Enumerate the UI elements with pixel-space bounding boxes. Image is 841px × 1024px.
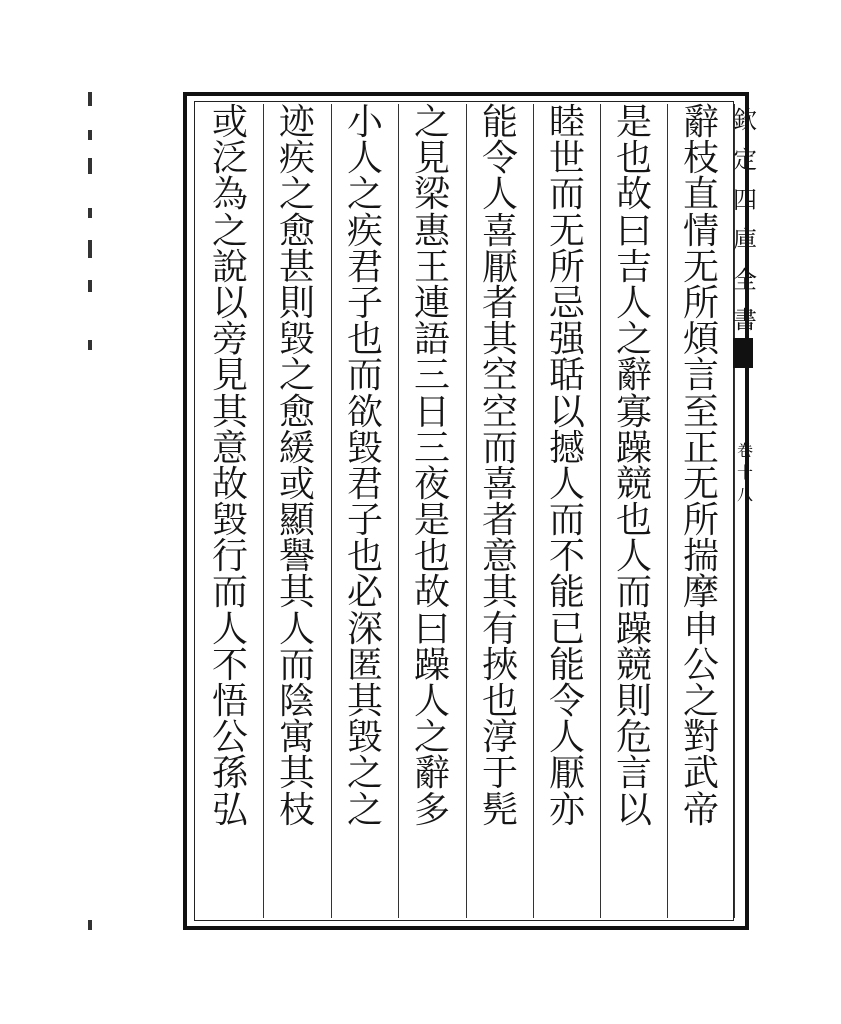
character: 必 bbox=[346, 572, 383, 614]
character: 故 bbox=[211, 463, 248, 505]
character: 其 bbox=[211, 391, 248, 433]
character: 毀 bbox=[211, 500, 248, 542]
character: 之 bbox=[413, 717, 450, 759]
character: 喜 bbox=[481, 210, 518, 252]
character: 泛 bbox=[211, 138, 248, 180]
character: 弘 bbox=[211, 789, 248, 831]
text-column-8 bbox=[197, 102, 263, 918]
character: 撼 bbox=[548, 427, 585, 469]
character: 或 bbox=[278, 463, 315, 505]
character: 无 bbox=[548, 210, 585, 252]
character: 以 bbox=[615, 789, 652, 831]
volume-label bbox=[736, 440, 754, 506]
character: 公 bbox=[682, 644, 719, 686]
character: 其 bbox=[278, 753, 315, 795]
character: 人 bbox=[548, 463, 585, 505]
character: 曰 bbox=[615, 210, 652, 252]
character: 之 bbox=[211, 210, 248, 252]
character: 夜 bbox=[413, 463, 450, 505]
character: 三 bbox=[413, 355, 450, 397]
character: 毀 bbox=[346, 717, 383, 759]
character: 直 bbox=[682, 174, 719, 216]
character: 厭 bbox=[481, 246, 518, 288]
margin-character: 卷 bbox=[736, 441, 753, 460]
margin-character: 八 bbox=[736, 485, 753, 504]
character: 无 bbox=[682, 246, 719, 288]
character: 至 bbox=[682, 391, 719, 433]
character: 枝 bbox=[682, 138, 719, 180]
character: 見 bbox=[413, 138, 450, 180]
character: 人 bbox=[346, 138, 383, 180]
character: 惠 bbox=[413, 210, 450, 252]
character: 而 bbox=[346, 355, 383, 397]
character: 毀 bbox=[346, 427, 383, 469]
character: 人 bbox=[548, 717, 585, 759]
character: 也 bbox=[346, 319, 383, 361]
character: 而 bbox=[548, 500, 585, 542]
character: 君 bbox=[346, 463, 383, 505]
character: 不 bbox=[548, 536, 585, 578]
character: 以 bbox=[211, 282, 248, 324]
character: 吉 bbox=[615, 246, 652, 288]
character: 躁 bbox=[413, 644, 450, 686]
character: 者 bbox=[481, 500, 518, 542]
character: 意 bbox=[481, 536, 518, 578]
character: 之 bbox=[278, 174, 315, 216]
character: 悟 bbox=[211, 681, 248, 722]
character: 帝 bbox=[682, 789, 719, 831]
character: 申 bbox=[682, 608, 719, 650]
character: 人 bbox=[278, 608, 315, 650]
character: 曰 bbox=[413, 608, 450, 650]
character: 情 bbox=[682, 210, 719, 252]
character: 煩 bbox=[682, 319, 719, 361]
margin-character: 庫 bbox=[733, 226, 757, 254]
character: 空 bbox=[481, 391, 518, 433]
character: 忌 bbox=[548, 282, 585, 324]
text-column-1 bbox=[668, 102, 734, 918]
character: 者 bbox=[481, 282, 518, 324]
character: 深 bbox=[346, 608, 383, 650]
character: 辭 bbox=[413, 753, 450, 795]
character: 則 bbox=[278, 282, 315, 324]
text-column-3 bbox=[534, 102, 600, 918]
character: 連 bbox=[413, 282, 450, 324]
character: 寡 bbox=[615, 391, 652, 433]
character: 見 bbox=[211, 355, 248, 397]
character: 愈 bbox=[278, 210, 315, 252]
character: 緩 bbox=[278, 427, 315, 469]
character: 厭 bbox=[548, 753, 585, 795]
character: 多 bbox=[413, 789, 450, 831]
character: 也 bbox=[481, 681, 518, 722]
character: 摩 bbox=[682, 572, 719, 614]
character: 而 bbox=[548, 174, 585, 216]
character: 譽 bbox=[278, 536, 315, 578]
character: 是 bbox=[413, 500, 450, 542]
text-column-6 bbox=[332, 102, 398, 918]
character: 正 bbox=[682, 427, 719, 469]
character: 亦 bbox=[548, 789, 585, 831]
character: 强 bbox=[548, 319, 585, 361]
character: 君 bbox=[346, 246, 383, 288]
character: 日 bbox=[413, 391, 450, 433]
character: 髡 bbox=[481, 789, 518, 831]
character: 而 bbox=[481, 427, 518, 469]
character: 而 bbox=[615, 572, 652, 614]
character: 聒 bbox=[548, 355, 585, 397]
character: 競 bbox=[615, 463, 652, 505]
character: 疾 bbox=[278, 138, 315, 180]
character: 對 bbox=[682, 717, 719, 759]
character: 辭 bbox=[682, 102, 719, 143]
character: 子 bbox=[346, 500, 383, 542]
character: 之 bbox=[278, 355, 315, 397]
character: 空 bbox=[481, 355, 518, 397]
character: 不 bbox=[211, 644, 248, 686]
character: 之 bbox=[413, 102, 450, 143]
character: 也 bbox=[615, 500, 652, 542]
text-column-7 bbox=[264, 102, 330, 918]
character: 人 bbox=[615, 282, 652, 324]
character: 所 bbox=[682, 282, 719, 324]
character: 孫 bbox=[211, 753, 248, 795]
character: 危 bbox=[615, 717, 652, 759]
character: 行 bbox=[211, 536, 248, 578]
character: 說 bbox=[211, 246, 248, 288]
character: 其 bbox=[278, 572, 315, 614]
book-title bbox=[733, 100, 757, 340]
character: 令 bbox=[548, 681, 585, 722]
character: 疾 bbox=[346, 210, 383, 252]
character: 王 bbox=[413, 246, 450, 288]
text-column-2 bbox=[601, 102, 667, 918]
character: 意 bbox=[211, 427, 248, 469]
character: 揣 bbox=[682, 536, 719, 578]
character: 是 bbox=[615, 102, 652, 143]
margin-character: 四 bbox=[733, 186, 757, 214]
character: 睦 bbox=[548, 102, 585, 143]
character: 子 bbox=[346, 282, 383, 324]
character: 之 bbox=[615, 319, 652, 361]
character: 人 bbox=[481, 174, 518, 216]
character: 喜 bbox=[481, 463, 518, 505]
character: 而 bbox=[211, 572, 248, 614]
character: 所 bbox=[682, 500, 719, 542]
character: 所 bbox=[548, 246, 585, 288]
character: 令 bbox=[481, 138, 518, 180]
character: 辭 bbox=[615, 355, 652, 397]
character: 毀 bbox=[278, 319, 315, 361]
character: 陰 bbox=[278, 681, 315, 722]
character: 枝 bbox=[278, 789, 315, 831]
character: 三 bbox=[413, 427, 450, 469]
character: 淳 bbox=[481, 717, 518, 759]
character: 顯 bbox=[278, 500, 315, 542]
character: 无 bbox=[682, 463, 719, 505]
character: 也 bbox=[346, 536, 383, 578]
character: 迹 bbox=[278, 102, 315, 143]
character: 也 bbox=[615, 138, 652, 180]
character: 旁 bbox=[211, 319, 248, 361]
character: 欲 bbox=[346, 391, 383, 433]
character: 而 bbox=[278, 644, 315, 686]
character: 其 bbox=[346, 681, 383, 722]
character: 武 bbox=[682, 753, 719, 795]
character: 之 bbox=[682, 681, 719, 722]
character: 人 bbox=[211, 608, 248, 650]
character: 為 bbox=[211, 174, 248, 216]
character: 語 bbox=[413, 319, 450, 361]
character: 之 bbox=[346, 753, 383, 795]
character: 故 bbox=[413, 572, 450, 614]
text-column-4 bbox=[467, 102, 533, 918]
character: 之 bbox=[346, 789, 383, 831]
character: 言 bbox=[615, 753, 652, 795]
character: 愈 bbox=[278, 391, 315, 433]
fishtail-mark bbox=[733, 338, 753, 368]
character: 之 bbox=[346, 174, 383, 216]
character: 也 bbox=[413, 536, 450, 578]
character: 能 bbox=[548, 644, 585, 686]
character: 世 bbox=[548, 138, 585, 180]
margin-character: 書 bbox=[733, 306, 757, 334]
character: 小 bbox=[346, 102, 383, 143]
margin-character: 全 bbox=[733, 266, 757, 294]
character: 甚 bbox=[278, 246, 315, 288]
character: 以 bbox=[548, 391, 585, 433]
character: 公 bbox=[211, 717, 248, 759]
character: 其 bbox=[481, 572, 518, 614]
margin-character: 十 bbox=[736, 463, 753, 482]
character: 其 bbox=[481, 319, 518, 361]
character: 躁 bbox=[615, 427, 652, 469]
text-column-5 bbox=[399, 102, 465, 918]
character: 躁 bbox=[615, 608, 652, 650]
character: 或 bbox=[211, 102, 248, 143]
character: 于 bbox=[481, 753, 518, 795]
character: 有 bbox=[481, 608, 518, 650]
character: 寓 bbox=[278, 717, 315, 759]
character: 言 bbox=[682, 355, 719, 397]
character: 能 bbox=[548, 572, 585, 614]
character: 能 bbox=[481, 102, 518, 143]
left-edge-marks bbox=[88, 90, 96, 930]
character: 競 bbox=[615, 644, 652, 686]
character: 人 bbox=[615, 536, 652, 578]
character: 則 bbox=[615, 681, 652, 722]
character: 匿 bbox=[346, 644, 383, 686]
character: 人 bbox=[413, 681, 450, 722]
margin-character: 欽 bbox=[733, 106, 757, 134]
character: 故 bbox=[615, 174, 652, 216]
character: 已 bbox=[548, 608, 585, 650]
character: 梁 bbox=[413, 174, 450, 216]
margin-character: 定 bbox=[733, 146, 757, 174]
character: 挾 bbox=[481, 644, 518, 686]
